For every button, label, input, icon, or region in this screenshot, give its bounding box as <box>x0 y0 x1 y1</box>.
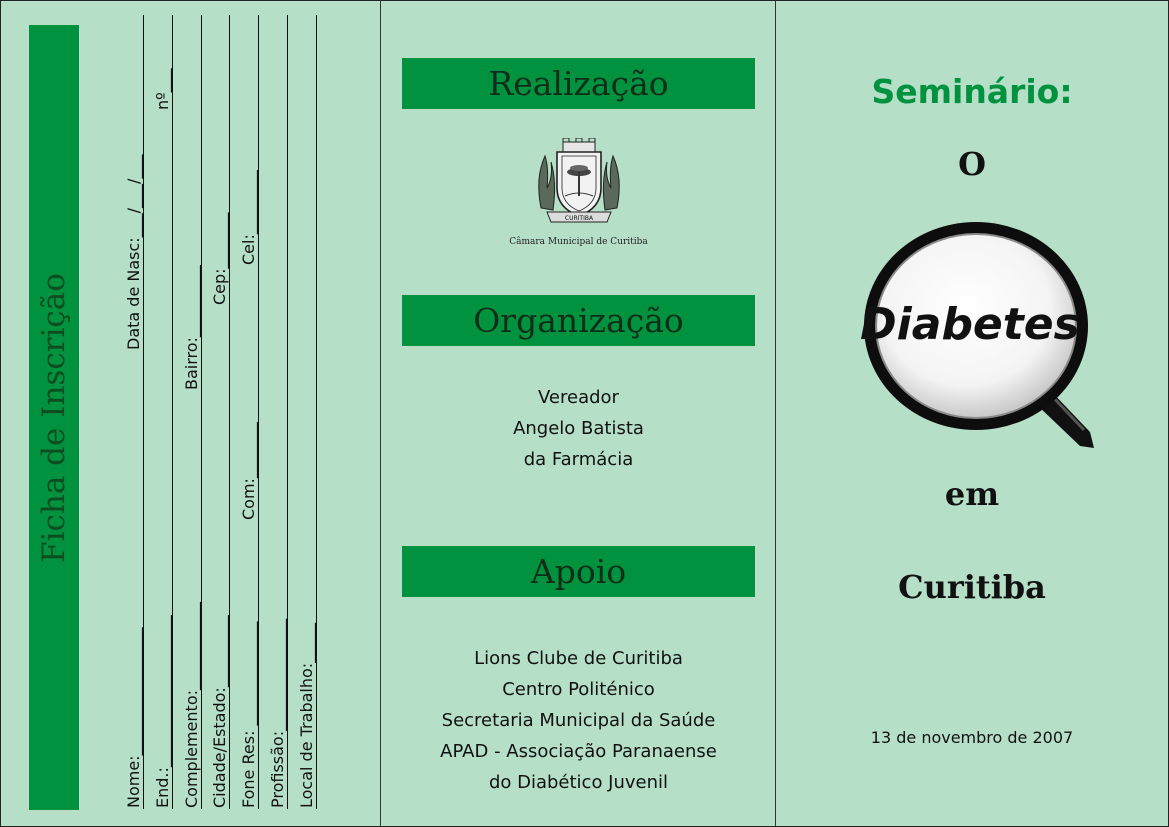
form-line-2 <box>172 15 173 809</box>
supporter-line: do Diabético Juvenil <box>488 772 669 793</box>
form-line-4 <box>229 15 230 809</box>
organizacao-title: Organização <box>473 301 684 340</box>
supporter-line: Secretaria Municipal da Saúde <box>441 710 716 731</box>
crest-caption: Câmara Municipal de Curitiba <box>509 237 648 247</box>
realizacao-header <box>402 58 755 109</box>
field-cep[interactable]: Cep:_______ <box>210 212 229 305</box>
field-local-trabalho[interactable]: Local de Trabalho:_____ <box>297 622 316 808</box>
organizer-line: da Farmácia <box>523 449 634 470</box>
apoio-header <box>402 546 755 597</box>
panel-divider-right <box>775 0 776 827</box>
field-endereco[interactable]: End.:___________________ <box>153 615 172 808</box>
magnifier-icon <box>858 218 1098 448</box>
supporter-line: Centro Politénico <box>502 679 655 700</box>
word-o: O <box>958 145 986 183</box>
organizacao-header <box>402 295 755 346</box>
panel-divider-left <box>380 0 381 827</box>
organizer-line: Angelo Batista <box>513 418 644 439</box>
form-line-1 <box>143 15 144 809</box>
crest-label: CURITIBA <box>564 215 594 222</box>
supporter-line: APAD - Associação Paranaense <box>440 741 717 762</box>
field-fone-res[interactable]: Fone Res: _____________ <box>239 621 258 808</box>
organizer-line: Vereador <box>538 387 619 408</box>
event-date: 13 de novembro de 2007 <box>870 728 1074 747</box>
field-nome[interactable]: Nome:________________ <box>124 627 143 808</box>
organizer-block <box>402 382 755 475</box>
form-line-7 <box>316 15 317 809</box>
field-profissao[interactable]: Profissão:______________ <box>268 618 287 808</box>
apoio-title: Apoio <box>530 552 627 591</box>
field-numero[interactable]: nº___ <box>153 68 172 110</box>
field-com[interactable]: Com:_______ <box>239 422 258 520</box>
field-data-nascimento[interactable]: Data de Nasc:___/___/___ <box>124 154 143 350</box>
ficha-title: Ficha de Inscrição <box>36 273 72 563</box>
word-em: em <box>944 475 1000 513</box>
field-bairro[interactable]: Bairro:_________ <box>182 265 201 390</box>
curitiba-crest-icon <box>533 138 625 228</box>
seminario-title: Seminário: <box>871 72 1073 111</box>
city-name: Curitiba <box>898 568 1046 606</box>
field-cel[interactable]: Cel:________ <box>239 170 258 265</box>
field-complemento[interactable]: Complemento:___________ <box>182 601 201 808</box>
form-line-5 <box>258 15 259 809</box>
form-line-3 <box>201 15 202 809</box>
form-line-6 <box>287 15 288 809</box>
field-cidade-estado[interactable]: Cidade/Estado:_________ <box>210 615 229 808</box>
realizacao-title: Realização <box>488 64 669 103</box>
supporters-block <box>402 643 755 798</box>
diabetes-word: Diabetes <box>860 299 1080 350</box>
supporter-line: Lions Clube de Curitiba <box>474 648 683 669</box>
